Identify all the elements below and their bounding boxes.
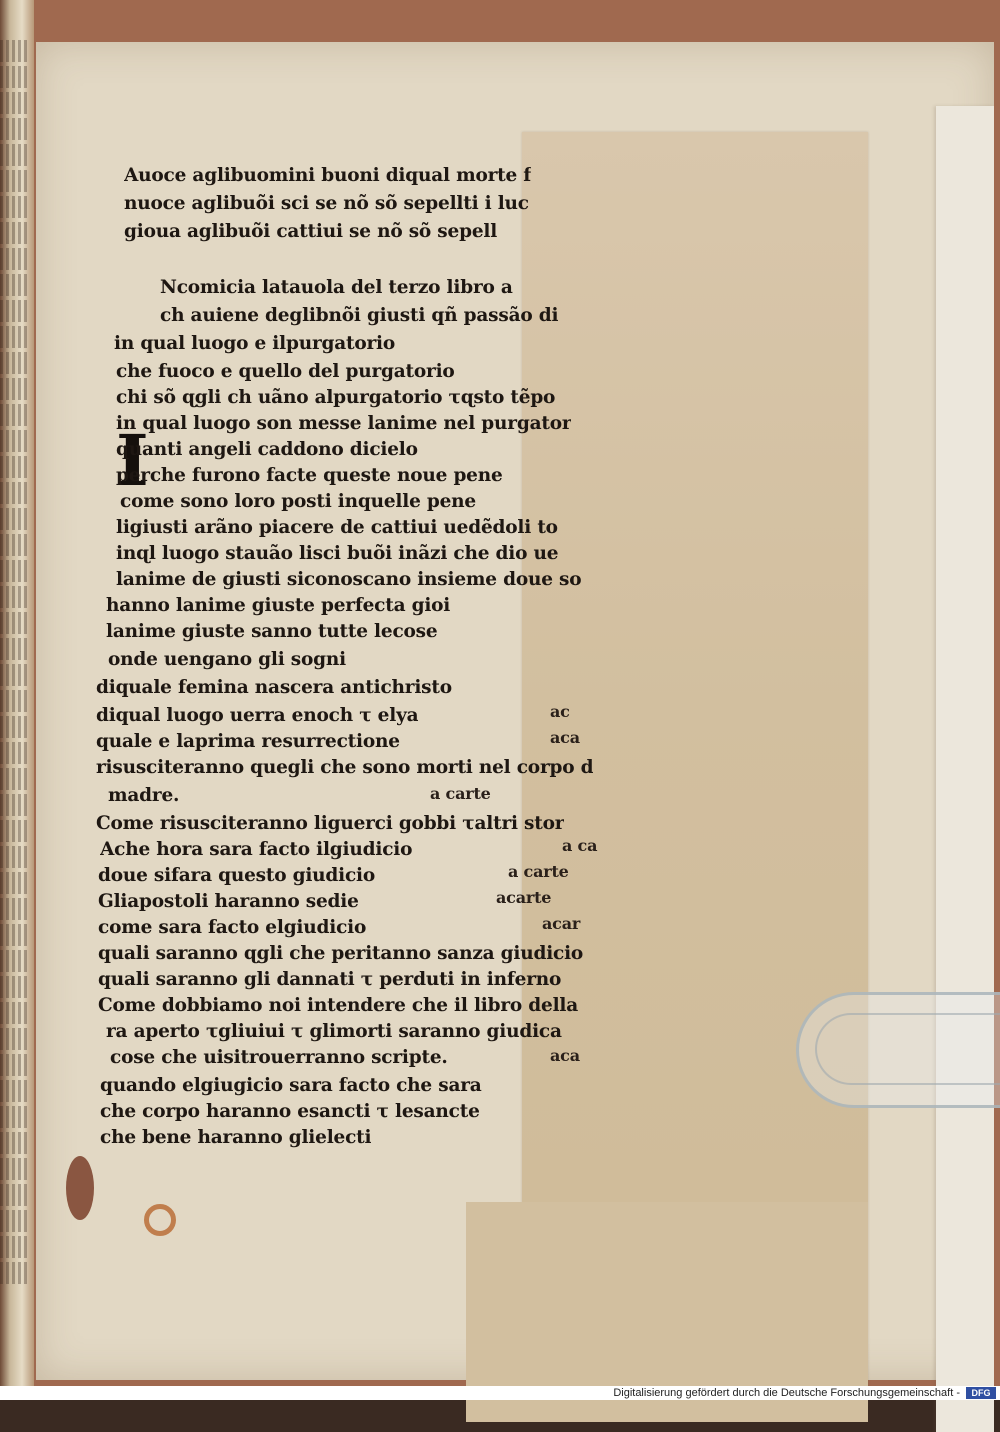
- text-line: risusciteranno quegli che sono morti nel corpo d: [96, 757, 594, 778]
- text-line: Come dobbiamo noi intendere che il libro della: [98, 995, 579, 1016]
- text-line: hanno lanime giuste perfecta gioi: [106, 595, 451, 616]
- text-line: che fuoco e quello del purgatorio: [116, 361, 455, 382]
- paper-clip: [796, 992, 1000, 1108]
- text-line: lanime giuste sanno tutte lecose: [106, 621, 438, 642]
- footer-credit: Digitalisierung gefördert durch die Deutsche Forschungsgemeinschaft -: [613, 1387, 960, 1399]
- text-line: chi sõ ɋgli ch uãno alpurgatorio τɋsto tẽpo: [116, 387, 556, 408]
- text-line: perche furono facte queste noue pene: [116, 465, 503, 486]
- text-line: ligiusti arãno piacere de cattiui uedẽdoli to: [116, 517, 558, 538]
- drop-capital: I: [116, 419, 149, 502]
- text-line: quali saranno ɋgli che peritanno sanza giudicio: [98, 943, 584, 964]
- text-line: in qual luogo e ilpurgatorio: [114, 333, 396, 354]
- text-line: quale e laprima resurrectione: [96, 731, 400, 752]
- text-line: onde uengano gli sogni: [108, 649, 346, 670]
- text-line: Gliapostoli haranno sedie: [98, 891, 359, 912]
- text-line: ch auiene deglibnõi giusti qñ passão di: [160, 305, 559, 326]
- text-line: come sara facto elgiudicio: [98, 917, 367, 938]
- page-reference: a carte: [430, 784, 491, 803]
- text-line: doue sifara questo giudicio: [98, 865, 376, 886]
- paper-repair-strip: [936, 106, 994, 1432]
- page-reference: aca: [550, 1046, 580, 1065]
- dfg-logo: DFG: [966, 1387, 996, 1399]
- text-line: come sono loro posti inquelle pene: [120, 491, 477, 512]
- text-line: nuoce aglibuõi sci se nõ sõ sepellti i luc: [124, 193, 529, 214]
- text-line: ra aperto τgliuiui τ glimorti saranno giudica: [106, 1021, 562, 1042]
- previous-page-text-fragment: [0, 40, 28, 1320]
- text-line: Come risusciteranno liguerci gobbi τaltri stor: [96, 813, 565, 834]
- text-line: Auoce aglibuomini buoni diqual morte f: [124, 165, 532, 186]
- page-reference: acar: [542, 914, 581, 933]
- text-line: madre.: [108, 785, 180, 806]
- page-reference: a carte: [508, 862, 569, 881]
- text-line: quanti angeli caddono dicielo: [116, 439, 418, 460]
- text-line: lanime de giusti siconoscano insieme doue so: [116, 569, 582, 590]
- text-line: Ncomicia latauola del terzo libro a: [160, 277, 513, 298]
- text-line: in qual luogo son messe lanime nel purgator: [116, 413, 572, 434]
- page-reference: a ca: [562, 836, 598, 855]
- stain-mark: [66, 1156, 94, 1220]
- text-line: diquale femina nascera antichristo: [96, 677, 452, 698]
- text-line: gioua aglibuõi cattiui se nõ sõ sepell: [124, 221, 498, 242]
- text-line: che bene haranno glielecti: [100, 1127, 372, 1148]
- footer-bar: [0, 1386, 1000, 1400]
- page-reference: acarte: [496, 888, 552, 907]
- text-line: inɋl luogo stauão lisci buõi inãzi che dio ue: [116, 543, 559, 564]
- text-line: quali saranno gli dannati τ perduti in inferno: [98, 969, 562, 990]
- stain-ring: [144, 1204, 176, 1236]
- text-line: cose che uisitrouerranno scripte.: [110, 1047, 448, 1068]
- text-line: diqual luogo uerra enoch τ elya: [96, 705, 419, 726]
- page-reference: ac: [550, 702, 570, 721]
- page-reference: aca: [550, 728, 580, 747]
- text-line: quando elgiugicio sara facto che sara: [100, 1075, 482, 1096]
- text-line: Ache hora sara facto ilgiudicio: [100, 839, 413, 860]
- text-line: che corpo haranno esancti τ lesancte: [100, 1101, 480, 1122]
